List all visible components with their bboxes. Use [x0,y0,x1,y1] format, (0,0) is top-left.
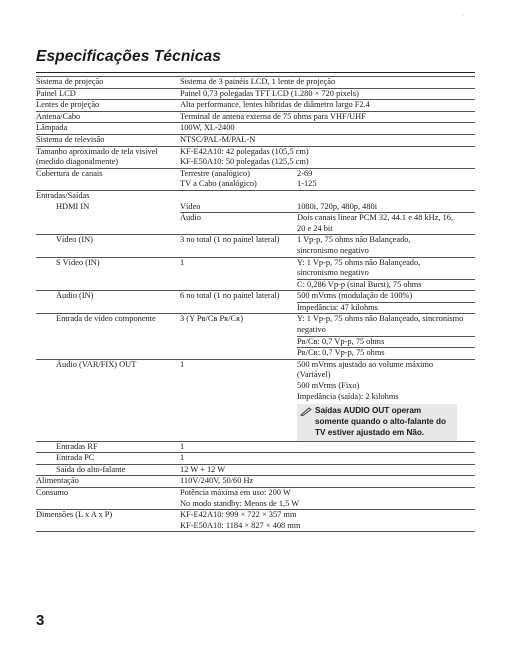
io-detail: C: 0,286 Vp-p (sinal Burst), 75 ohms [297,279,475,291]
io-row-svideo [36,257,475,291]
io-value: Áudio [180,213,201,223]
io-detail: Dois canais linear PCM 32, 44.1 e 48 kHz, 16, [297,213,454,223]
spec-row [36,111,475,123]
spec-value: 110V/240V, 50/60 Hz [180,476,254,486]
io-row-hdmi [36,202,475,213]
note-box [297,404,457,440]
spec-row [36,99,475,111]
spec-row-channels [36,168,475,190]
channel-range: 1-125 [297,179,317,189]
io-value: Vídeo [180,201,201,211]
spec-label: Consumo [36,487,69,497]
io-value: 1 [180,441,185,451]
channel-range: 2-69 [297,168,313,178]
spec-value: NTSC/PAL-M/PAL-N [180,134,256,144]
io-detail: Pʀ/Cʀ: 0,7 Vp-p, 75 ohms [297,347,475,359]
io-detail: negativo [297,325,326,335]
io-detail: Impedância (saída): 2 kilohms [297,391,399,401]
spec-label: Entradas/Saídas [36,190,90,200]
spec-value: Terminal de antena externa de 75 ohms para VHF/UHF [180,111,366,121]
io-row-audio [36,290,475,313]
title-divider [36,72,475,73]
spec-row-consumption [36,487,475,509]
spec-value: 100W, XL-2400 [180,123,235,133]
page-number: 3 [36,612,45,629]
io-label: Áudio (VAR/FIX) OUT [56,359,137,369]
io-detail: (Variável) [297,370,331,380]
spec-row [36,76,475,88]
spec-row [36,122,475,134]
spec-value: KF-E50A10: 1184 × 827 × 408 mm [180,520,301,530]
io-value: 1 [180,359,185,369]
spec-value: Alta performance, lentes híbridas de diâmetro largo F2.4 [180,100,370,110]
io-detail: 1 Vp-p, 75 ohms não Balançeado, [297,235,411,245]
channel-name: Terrestre (analógico) [180,168,250,178]
io-detail: 500 mVrms ajustado ao volume máximo [297,359,434,369]
io-detail: Impedância: 47 kilohms [297,302,475,314]
note-pencil-icon [300,407,312,416]
io-detail: Y: 1 Vp-p, 75 ohms não Balançeado, [297,257,421,267]
spec-value: KF-E42A10: 42 polegadas (105,5 cm) [180,146,309,156]
spec-label: Tamanho aproximado de tela visível [36,146,158,156]
spec-value: KF-E42A10: 999 × 722 × 357 mm [180,510,297,520]
io-detail: sincronismo negativo [297,245,369,255]
io-value: 1 [180,257,185,267]
io-value: 3 no total (1 no painel lateral) [180,235,280,245]
spec-label: Lentes de projeção [36,100,100,110]
corner-mark: . [463,13,465,18]
io-detail: 500 mVrms (modulação de 100%) [297,291,413,301]
spec-table [36,76,475,532]
io-row-hdmi-audio [180,212,475,234]
spec-label: Cobertura de canais [36,168,103,178]
io-label: Entrada PC [56,453,95,463]
spec-label: Lâmpada [36,123,68,133]
note-text: Saídas AUDIO OUT operam somente quando o alto-falante do TV estiver ajustado em Não. [315,406,447,437]
io-value: 1 [180,453,185,463]
io-label: Entrada de vídeo componente [56,314,156,324]
io-detail: 1080i, 720p, 480p, 480i [297,201,378,211]
io-label: HDMI IN [56,201,90,211]
spec-label: Sistema de projeção [36,77,104,86]
io-row-video [36,234,475,256]
spec-label: Alimentação [36,476,79,486]
channel-name: TV a Cabo (analógico) [180,179,257,189]
spec-value: Sistema de 3 painéis LCD, 1 lente de projeção [180,77,336,86]
io-row-pc [36,452,475,464]
spec-row-io [36,190,475,202]
io-detail: Pʙ/Cʙ: 0,7 Vp-p, 75 ohms [297,336,475,348]
io-row-component [36,313,475,358]
io-detail: sincronismo negativo [297,268,369,278]
io-label: Vídeo (IN) [56,235,93,245]
spec-row [36,134,475,146]
io-label: Áudio (IN) [56,291,94,301]
io-label: Saída do alto-falante [56,464,126,474]
io-value: 6 no total (1 no painel lateral) [180,291,280,301]
spec-value: No modo standby: Menos de 1,5 W [180,498,300,508]
spec-row [36,88,475,100]
io-label: S Vídeo (IN) [56,257,100,267]
io-value: 3 (Y Pʙ/Cʙ Pʀ/Cʀ) [180,314,244,324]
io-row-speaker [36,464,475,476]
io-label: Entradas RF [56,441,98,451]
io-detail: 500 mVrms (Fixo) [297,381,360,391]
spec-row-screen-size [36,146,475,168]
spec-value: Painel 0,73 polegadas TFT LCD (1.280 × 720 pixels) [180,88,359,98]
io-detail: 20 e 24 bit [297,223,333,233]
io-row-audio-out [36,359,475,441]
spec-label: Painel LCD [36,88,76,98]
spec-row-dimensions [36,509,475,532]
spec-label: Antena/Cabo [36,111,81,121]
io-row-rf [36,441,475,453]
spec-label: (medido diagonalmente) [36,157,119,167]
spec-value: KF-E50A10: 50 polegadas (125,5 cm) [180,157,309,167]
spec-label: Dimensões (L x A x P) [36,510,113,520]
spec-label: Sistema de televisão [36,134,105,144]
spec-value: Potência máxima em uso: 200 W [180,487,291,497]
io-value: 12 W + 12 W [180,464,226,474]
page-title: Especificações Técnicas [36,48,221,65]
spec-row-power [36,475,475,487]
io-detail: Y: 1 Vp-p, 75 ohms não Balançeado, sincronismo [297,314,464,324]
